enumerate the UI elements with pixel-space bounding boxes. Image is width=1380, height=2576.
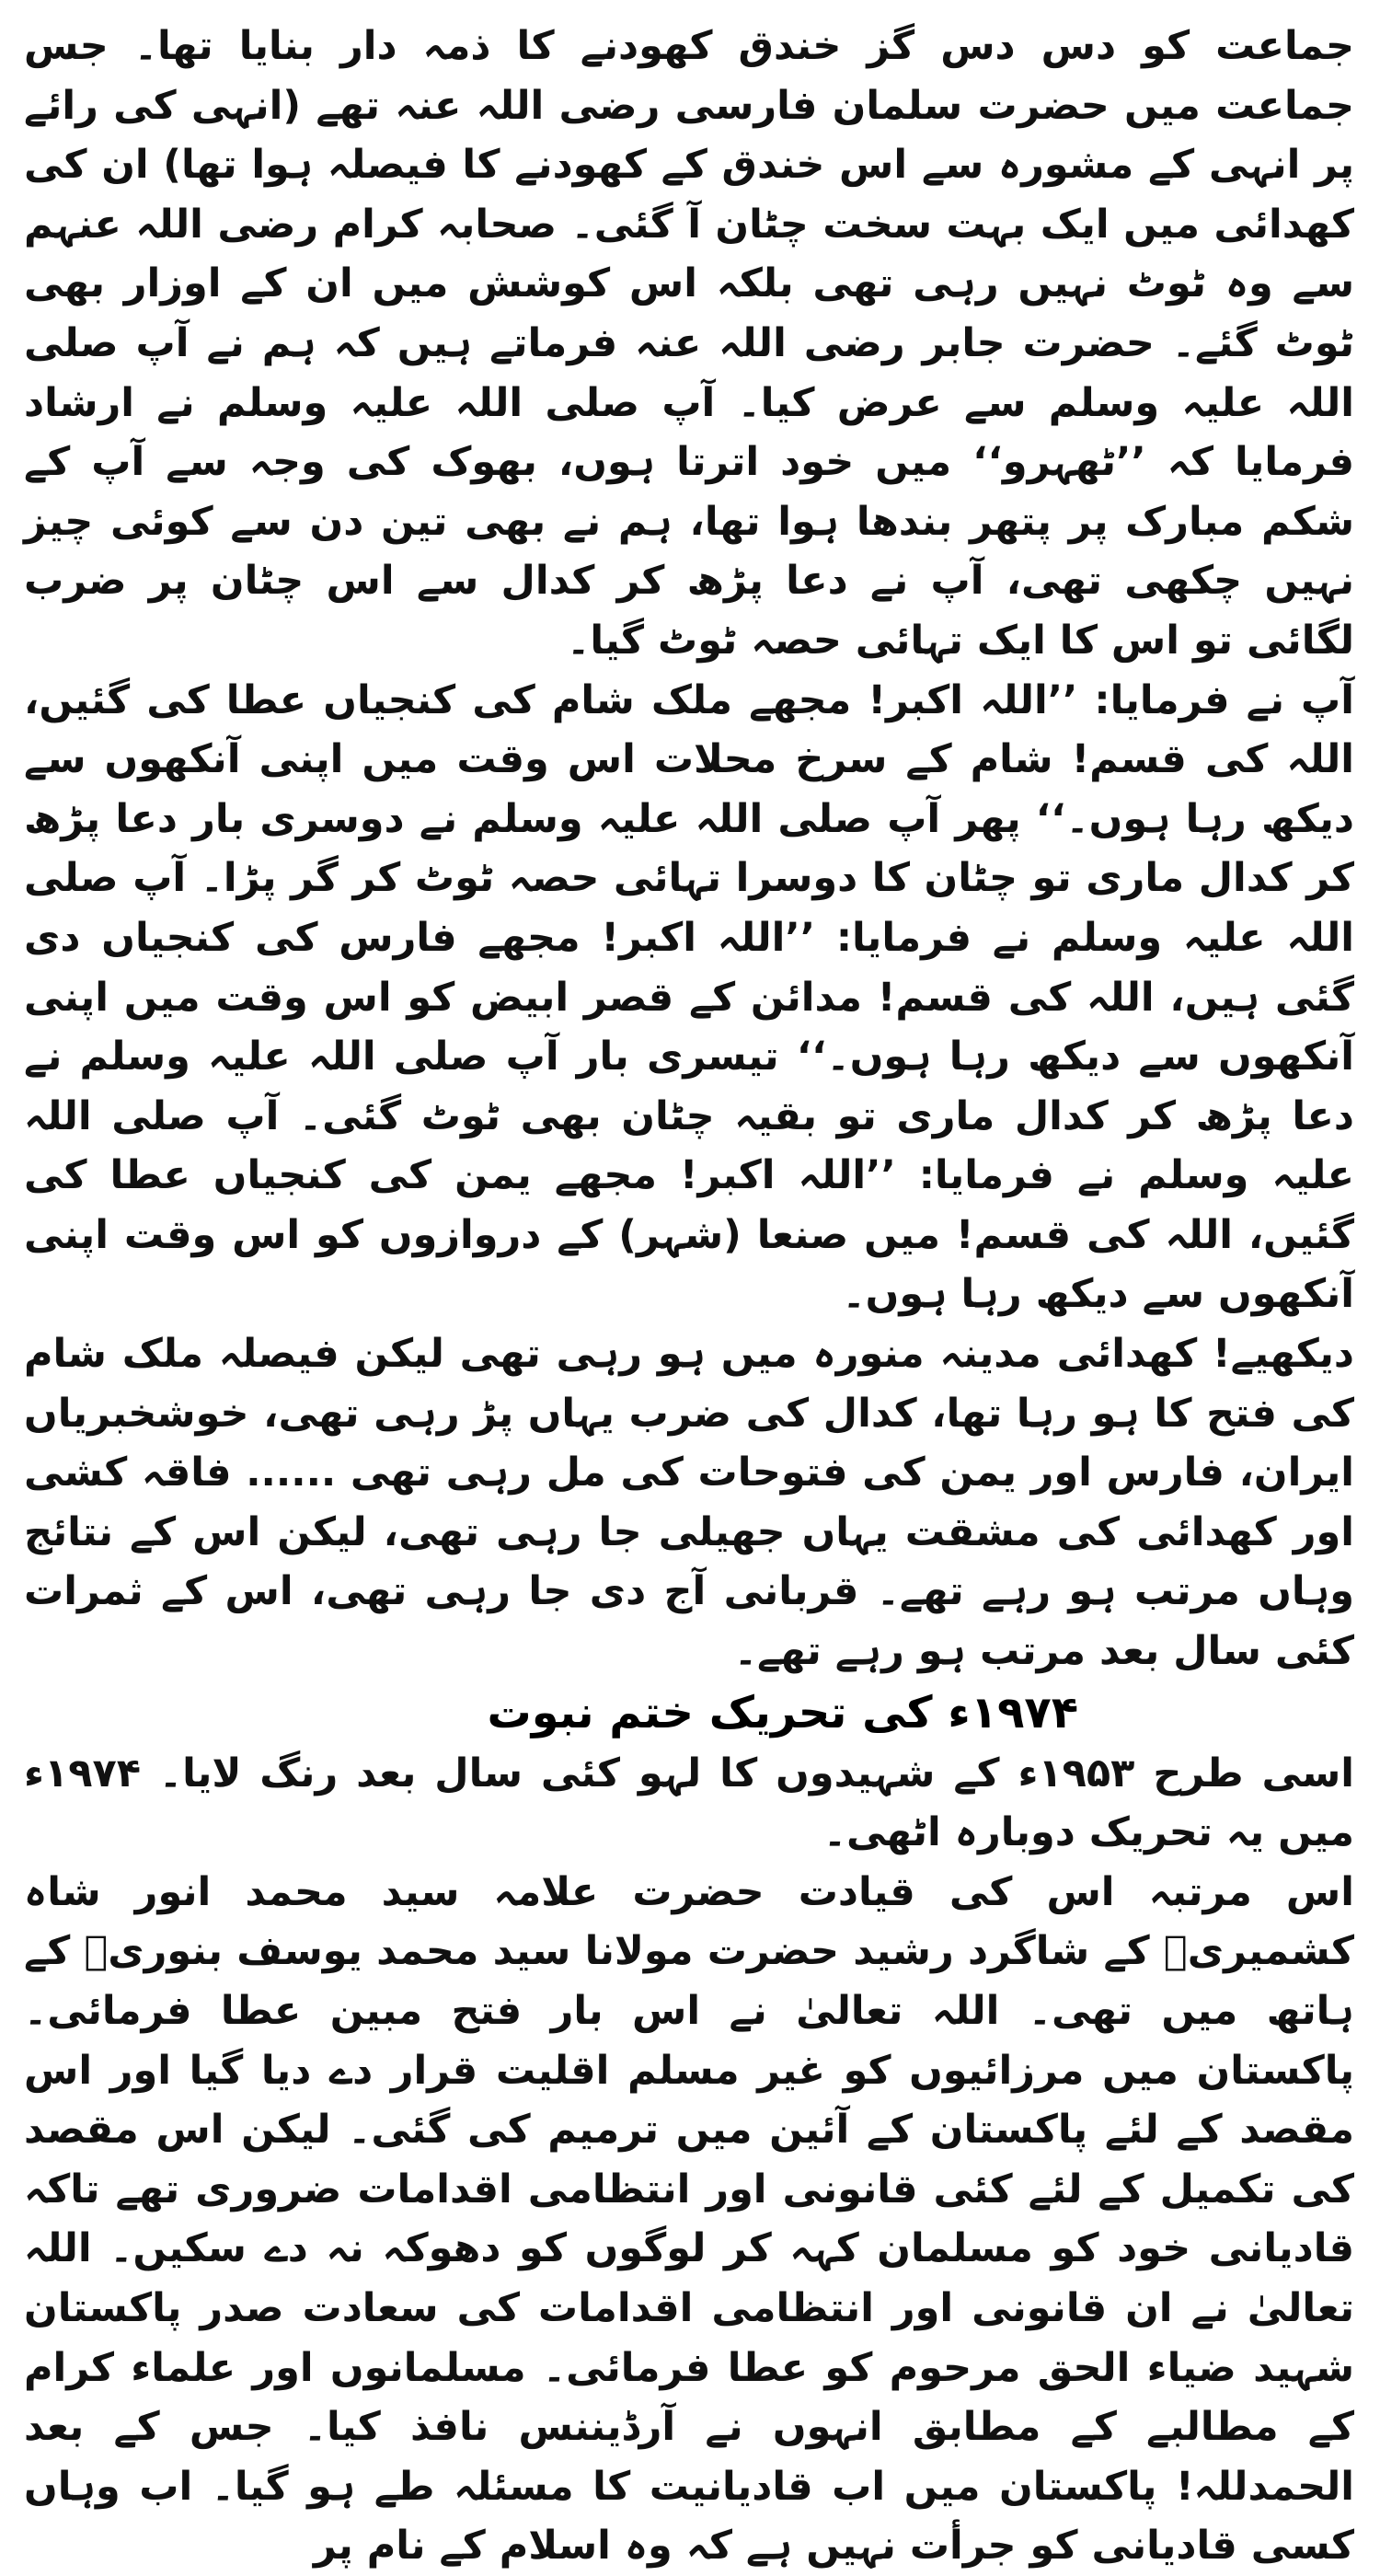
paragraph-reflection: دیکھیے! کھدائی مدینہ منورہ میں ہو رہی تھی لیکن فیصلہ ملک شام کی فتح کا ہو رہا تھا، کدال کی ضرب یہاں پڑ رہی تھی، خوشخبریاں ایران، فارس اور یمن کی فتوحات کی مل رہی تھی ...... فاقہ کشی اور کھدائی کی مشقت یہاں جھیلی جا رہی تھی، لیکن اس کے نتائج وہاں مرتب ہو رہے تھے۔ قربانی آج دی جا رہی تھی، اس کے ثمرات کئی سال بعد مرتب ہو رہے تھے۔ — [24, 1331, 1354, 1675]
paragraph-1953-1974: اسی طرح ۱۹۵۳ء کے شہیدوں کا لہو کئی سال بعد رنگ لایا۔ ۱۹۷۴ء میں یہ تحریک دوبارہ اٹھی۔ — [24, 1750, 1354, 1856]
paragraph-leadership: اس مرتبہ اس کی قیادت حضرت علامہ سید محمد انور شاہ کشمیریؒ کے شاگرد رشید حضرت مولانا سید محمد یوسف بنوریؒ کے ہاتھ میں تھی۔ اللہ تعالیٰ نے اس بار فتح مبین عطا فرمائی۔ پاکستان میں مرزائیوں کو غیر مسلم اقلیت قرار دے دیا گیا اور اس مقصد کے لئے پاکستان کے آئین میں ترمیم کی گئی۔ لیکن اس مقصد کی تکمیل کے لئے کئی قانونی اور انتظامی اقدامات ضروری تھے تاکہ قادیانی خود کو مسلمان کہہ کر لوگوں کو دھوکہ نہ دے سکیں۔ اللہ تعالیٰ نے ان قانونی اور انتظامی اقدامات کی سعادت صدر پاکستان شہید ضیاء الحق مرحوم کو عطا فرمائی۔ مسلمانوں اور علماء کرام کے مطالبے کے مطابق انہوں نے آرڈیننس نافذ کیا۔ جس کے بعد الحمدللہ! پاکستان میں اب قادیانیت کا مسئلہ طے ہو گیا۔ اب وہاں کسی قادیانی کو جرأت نہیں ہے کہ وہ اسلام کے نام پر — [24, 1868, 1354, 2570]
section-heading: ۱۹۷۴ء کی تحریک ختم نبوت — [487, 1686, 1078, 1739]
paragraph-three-strikes: آپ نے فرمایا: ’’اللہ اکبر! مجھے ملک شام کی کنجیاں عطا کی گئیں، اللہ کی قسم! شام کے سرخ محلات اس وقت میں اپنی آنکھوں سے دیکھ رہا ہوں۔‘‘ پھر آپ صلی اللہ علیہ وسلم نے دوسری بار دعا پڑھ کر کدال ماری تو چٹان کا دوسرا تہائی حصہ ٹوٹ کر گر پڑا۔ آپ صلی اللہ علیہ وسلم نے فرمایا: ’’اللہ اکبر! مجھے فارس کی کنجیاں دی گئی ہیں، اللہ کی قسم! مدائن کے قصر ابیض کو اس وقت میں اپنی آنکھوں سے دیکھ رہا ہوں۔‘‘ تیسری بار آپ صلی اللہ علیہ وسلم نے دعا پڑھ کر کدال ماری تو بقیہ چٹان بھی ٹوٹ گئی۔ آپ صلی اللہ علیہ وسلم نے فرمایا: ’’اللہ اکبر! مجھے یمن کی کنجیاں عطا کی گئیں، اللہ کی قسم! میں صنعا (شہر) کے دروازوں کو اس وقت اپنی آنکھوں سے دیکھ رہا ہوں۔ — [24, 676, 1354, 1318]
paragraph-trench-rock: جماعت کو دس دس گز خندق کھودنے کا ذمہ دار بنایا تھا۔ جس جماعت میں حضرت سلمان فارسی رضی اللہ عنہ تھے (انہی کی رائے پر انہی کے مشورہ سے اس خندق کے کھودنے کا فیصلہ ہوا تھا) ان کی کھدائی میں ایک بہت سخت چٹان آ گئی۔ صحابہ کرام رضی اللہ عنہم سے وہ ٹوٹ نہیں رہی تھی بلکہ اس کوشش میں ان کے اوزار بھی ٹوٹ گئے۔ حضرت جابر رضی اللہ عنہ فرماتے ہیں کہ ہم نے آپ صلی اللہ علیہ وسلم سے عرض کیا۔ آپ صلی اللہ علیہ وسلم نے ارشاد فرمایا کہ ’’ٹھہرو‘‘ میں خود اترتا ہوں، بھوک کی وجہ سے آپ کے شکم مبارک پر پتھر بندھا ہوا تھا، ہم نے بھی تین دن سے کوئی چیز نہیں چکھی تھی، آپ نے دعا پڑھ کر کدال سے اس چٹان پر ضرب لگائی تو اس کا ایک تہائی حصہ ٹوٹ گیا۔ — [24, 23, 1354, 664]
book-page — [24, 17, 1354, 2576]
